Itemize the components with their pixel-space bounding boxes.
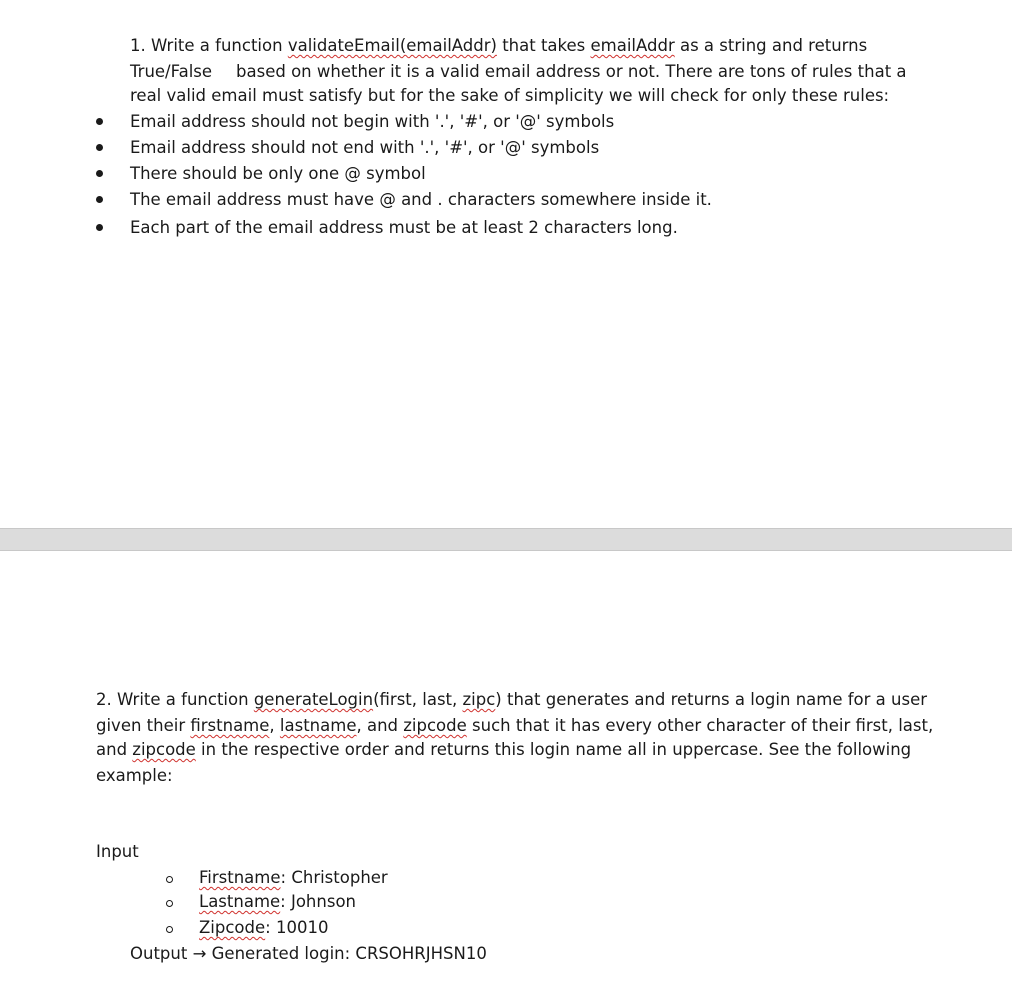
q2-line-3: and zipcode in the respective order and returns this login name all in uppercase. See the following bbox=[96, 740, 912, 759]
bullet-icon bbox=[96, 170, 103, 177]
rule-item: Email address should not end with '.', '#', or '@' symbols bbox=[130, 138, 600, 157]
input-item-firstname: Firstname: Christopher bbox=[199, 868, 388, 887]
document-page-2 bbox=[0, 551, 1012, 994]
bullet-icon bbox=[96, 196, 103, 203]
q1-line-2: True/False based on whether it is a valid email address or not. There are tons of rules that a bbox=[130, 62, 907, 81]
rule-item: Email address should not begin with '.', '#', or '@' symbols bbox=[130, 112, 615, 131]
input-item-zipcode: Zipcode: 10010 bbox=[199, 918, 329, 937]
q2-line-4: example: bbox=[96, 766, 173, 785]
bullet-icon bbox=[96, 118, 103, 125]
spell-flag: validateEmail(emailAddr) bbox=[287, 36, 497, 55]
output-line: Output → Generated login: CRSOHRJHSN10 bbox=[130, 944, 487, 963]
input-item-lastname: Lastname: Johnson bbox=[199, 892, 357, 911]
q2-line-1: 2. Write a function generateLogin(first, last, zipc) that generates and returns a login name for a user bbox=[96, 690, 928, 709]
spell-flag: generateLogin bbox=[253, 690, 374, 709]
q1-line-3: real valid email must satisfy but for the sake of simplicity we will check for only these rules: bbox=[130, 86, 890, 105]
rule-item: The email address must have @ and . characters somewhere inside it. bbox=[130, 190, 712, 209]
rule-item: Each part of the email address must be at least 2 characters long. bbox=[130, 218, 678, 237]
circle-bullet-icon bbox=[166, 900, 173, 907]
circle-bullet-icon bbox=[166, 876, 173, 883]
right-arrow-icon: → bbox=[192, 944, 207, 963]
q2-line-2: given their firstname, lastname, and zipcode such that it has every other character of their first, last, bbox=[96, 716, 934, 735]
spell-flag: zipc bbox=[462, 690, 496, 709]
spell-flag: zipcode bbox=[132, 740, 196, 759]
bullet-icon bbox=[96, 224, 103, 231]
spell-flag: firstname bbox=[190, 716, 270, 735]
q1-line-1: 1. Write a function validateEmail(emailAddr) that takes emailAddr as a string and returns bbox=[130, 36, 868, 55]
spell-flag: emailAddr bbox=[590, 36, 675, 55]
spell-flag: lastname bbox=[279, 716, 357, 735]
input-label: Input bbox=[96, 842, 139, 861]
spell-flag: zipcode bbox=[403, 716, 467, 735]
circle-bullet-icon bbox=[166, 926, 173, 933]
page-break bbox=[0, 528, 1012, 551]
bullet-icon bbox=[96, 144, 103, 151]
rule-item: There should be only one @ symbol bbox=[130, 164, 426, 183]
